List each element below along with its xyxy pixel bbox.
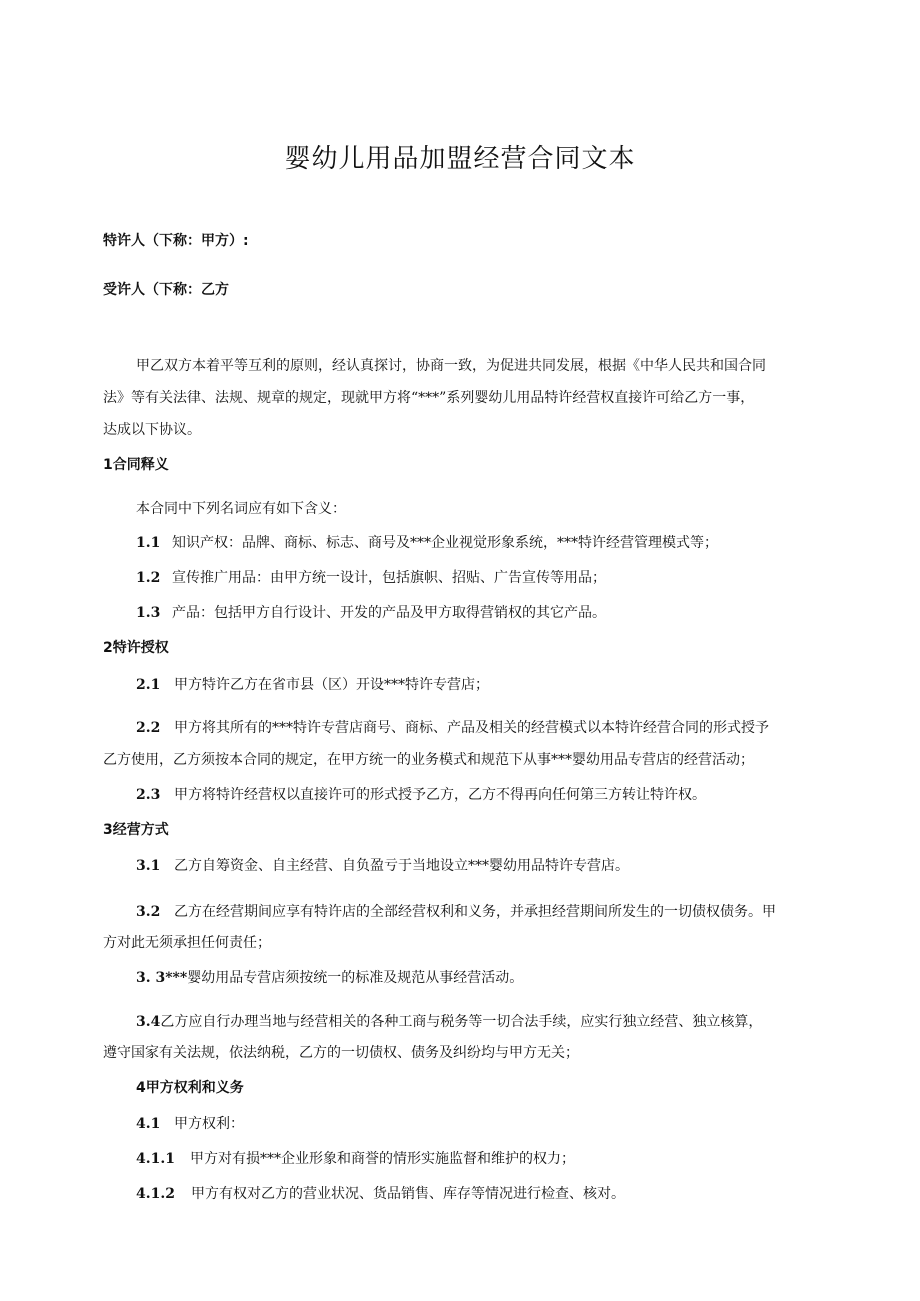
clause-number: 1.3 (136, 605, 161, 621)
section-lead: 本合同中下列名词应有如下含义： (136, 501, 346, 517)
section-heading: 1合同释义 (103, 457, 169, 473)
clause (136, 1149, 575, 1169)
party-a-label: 特许人（下称：甲方）: (103, 233, 249, 249)
clause-text: 甲方对有损***企业形象和商誉的情形实施监督和维护的权力； (190, 1151, 575, 1167)
clause (136, 856, 629, 876)
clause (136, 1114, 244, 1134)
clause-text: 乙方应自行办理当地与经营相关的各种工商与税务等一切合法手续，应实行独立经营、独立核算， (160, 1014, 763, 1030)
clause-text: 甲方权利： (174, 1116, 244, 1132)
clause-number: 2.2 (136, 720, 161, 736)
clause (136, 568, 606, 588)
section-heading: 3经营方式 (103, 822, 169, 838)
clause-number: 1.1 (136, 535, 161, 551)
clause (136, 533, 718, 553)
clause (136, 968, 523, 988)
clause-number: 3. 3*** (136, 970, 188, 986)
intro-line: 达成以下协议。 (103, 422, 201, 438)
clause-text: 乙方在经营期间应享有特许店的全部经营权利和义务，并承担经营期间所发生的一切债权债务。甲 (174, 904, 776, 920)
clause (136, 902, 776, 922)
clause-text: 婴幼用品专营店须按统一的标准及规范从事经营活动。 (187, 970, 524, 986)
clause-number: 3.2 (136, 904, 161, 920)
intro-line: 法》等有关法律、法规、规章的规定，现就甲方将“***”系列婴幼儿用品特许经营权直接许可给乙方一事， (103, 390, 755, 406)
clause-continuation: 乙方使用，乙方须按本合同的规定，在甲方统一的业务模式和规范下从事***婴幼用品专营店的经营活动； (103, 752, 754, 768)
clause (136, 1184, 625, 1204)
clause-text: 甲方将特许经营权以直接许可的形式授予乙方，乙方不得再向任何第三方转让特许权。 (174, 787, 706, 803)
intro-line: 甲乙双方本着平等互利的原则，经认真探讨，协商一致，为促进共同发展，根据《中华人民共和国合同 (136, 358, 766, 374)
clause-number: 3.1 (136, 858, 161, 874)
clause-number: 3.4 (136, 1014, 161, 1030)
document-title: 婴幼儿用品加盟经营合同文本 (284, 144, 636, 174)
clause-continuation: 遵守国家有关法规，依法纳税，乙方的一切债权、债务及纠纷均与甲方无关； (103, 1045, 579, 1061)
clause-text: 宣传推广用品：由甲方统一设计，包括旗帜、招贴、广告宣传等用品； (172, 570, 606, 586)
clause-continuation: 方对此无须承担任何责任； (103, 935, 271, 951)
clause-text: 知识产权：品牌、商标、标志、商号及***企业视觉形象系统，***特许经营管理模式等； (172, 535, 718, 551)
clause (136, 785, 706, 805)
section-heading: 2特许授权 (103, 640, 169, 656)
clause-number: 4.1.2 (136, 1186, 175, 1202)
clause-text: 产品：包括甲方自行设计、开发的产品及甲方取得营销权的其它产品。 (172, 605, 606, 621)
clause-number: 4.1 (136, 1116, 161, 1132)
clause-number: 1.2 (136, 570, 161, 586)
clause (136, 675, 489, 695)
clause (136, 1012, 762, 1032)
clause-number: 4.1.1 (136, 1151, 175, 1167)
party-b-label: 受许人（下称：乙方 (103, 282, 229, 298)
clause-number: 2.3 (136, 787, 161, 803)
clause (136, 718, 769, 738)
clause-text: 甲方将其所有的***特许专营店商号、商标、产品及相关的经营模式以本特许经营合同的形式授予 (174, 720, 769, 736)
clause (136, 603, 606, 623)
clause-text: 甲方有权对乙方的营业状况、货品销售、库存等情况进行检查、核对。 (191, 1186, 625, 1202)
section-heading: 4甲方权利和义务 (136, 1080, 244, 1096)
clause-text: 乙方自筹资金、自主经营、自负盈亏于当地设立***婴幼用品特许专营店。 (174, 858, 629, 874)
clause-number: 2.1 (136, 677, 161, 693)
clause-text: 甲方特许乙方在省市县（区）开设***特许专营店； (174, 677, 489, 693)
